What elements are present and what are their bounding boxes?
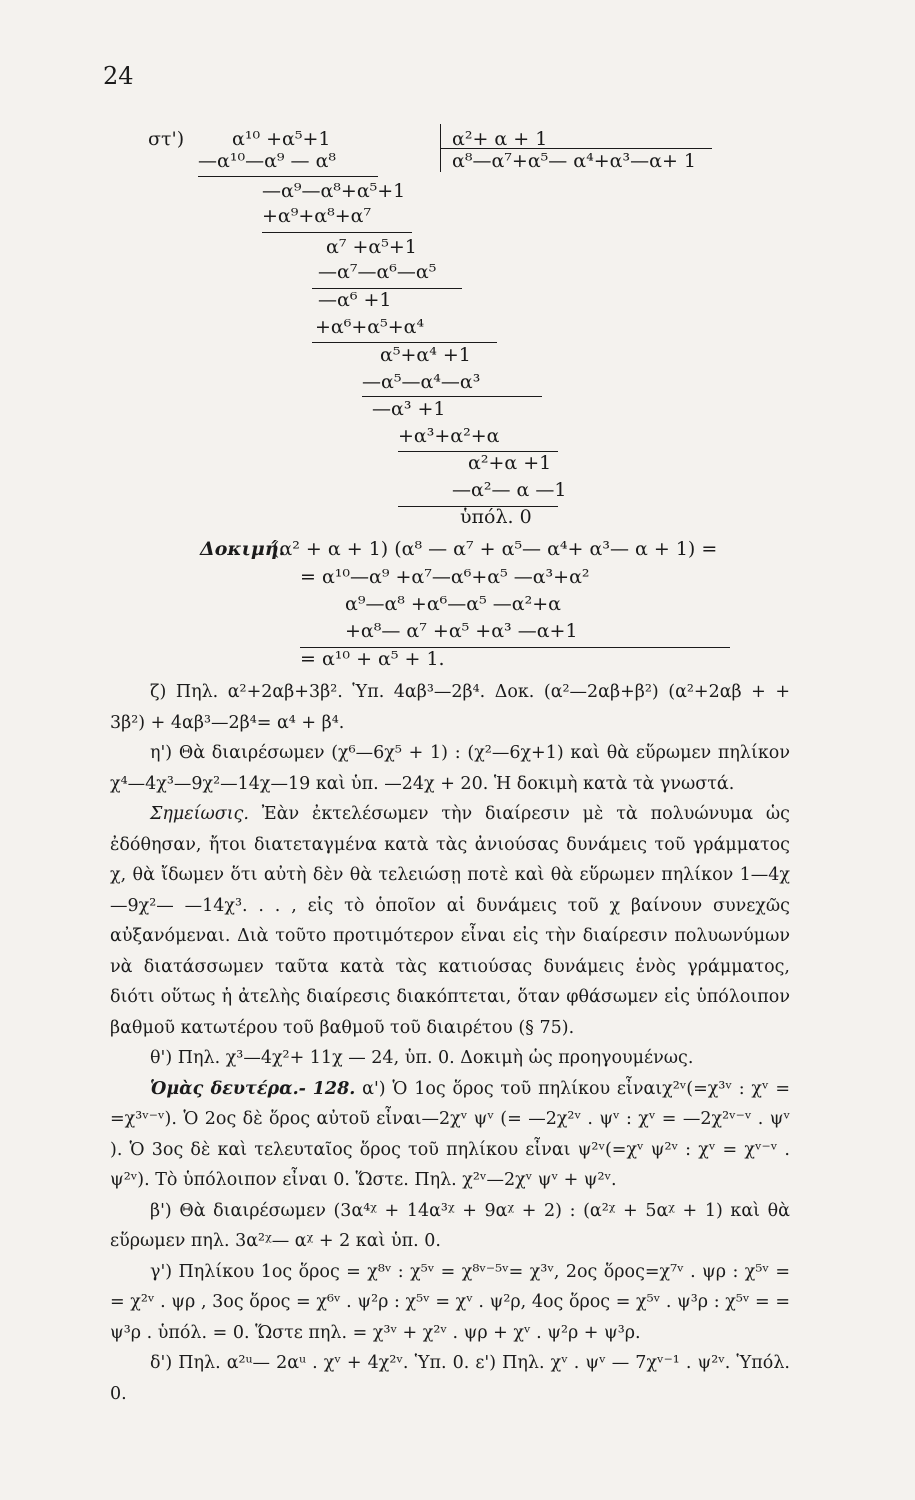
division-step: +α³+α²+α (398, 425, 500, 447)
division-step: —α¹⁰—α⁹ — α⁸ (198, 150, 337, 172)
note-text: Ἐὰν ἐκτελέσωμεν τὴν διαίρεσιν μὲ τὰ πολυώνυμα ὡς ἐδόθησαν, ἤτοι διατεταγμένα κατὰ τὰς ἀνιούσας δυνάμεις τοῦ γράμματος χ, θὰ ἴδωμεν ὅτι αὐτὴ δὲν θὰ τελειώσῃ ποτὲ καὶ θὰ εὕρωμεν πηλίκον 1—4χ—9χ²— —14χ³. . . , εἰς τὸ ὁποῖον αἱ δυνάμεις τοῦ χ βαίνουν συνεχῶς αὐξανόμεναι. Διὰ τοῦτο προτιμότερον εἶναι εἰς τὴν διαίρεσιν πολυωνύμων νὰ διατάσσωμεν ταῦτα κατὰ τὰς κατιούσας δυνάμεις ἑνὸς γράμματος, διότι οὕτως ἡ ἀτελὴς διαίρεσις διακόπτεται, ὅταν φθάσωμεν εἰς ὑπόλοιπον βαθμοῦ κατωτέρου τοῦ βαθμοῦ τοῦ διαιρέτου (§ 75). (110, 804, 790, 1038)
division-remainder: ὑπόλ. 0 (460, 506, 532, 528)
check-line: (α² + α + 1) (α⁸ — α⁷ + α⁵— α⁴+ α³— α + 1) = (272, 538, 718, 560)
check-result: = α¹⁰ + α⁵ + 1. (300, 648, 445, 670)
item-a: α') Ὁ 1ος ὅρος τοῦ πηλίκου εἶναιχ²ᵛ(=χ³ᵛ : χᵛ = =χ³ᵛ⁻ᵛ). Ὁ 2ος δὲ ὅρος αὐτοῦ εἶναι—2χᵛ ψᵛ (= —2χ²ᵛ . ψᵛ : χᵛ = —2χ²ᵛ⁻ᵛ . ψᵛ ). Ὁ 3ος δὲ καὶ τελευταῖος ὅρος τοῦ πηλίκου εἶναι ψ²ᵛ(=χᵛ ψ²ᵛ : χᵛ = χᵛ⁻ᵛ . ψ²ᵛ). Τὸ ὑπόλοιπον εἶναι 0. Ὥστε. Πηλ. χ²ᵛ—2χᵛ ψᵛ + ψ²ᵛ. (110, 1078, 790, 1190)
divisor-rule (440, 148, 712, 149)
paragraph-eta: η') Θὰ διαιρέσωμεν (χ⁶—6χ⁵ + 1) : (χ²—6χ+1) καὶ θὰ εὕρωμεν πηλίκον χ⁴—4χ³—9χ²—14χ—19 καὶ ὑπ. —24χ + 20. Ἡ δοκιμὴ κατὰ τὰ γνωστά. (110, 743, 790, 794)
group-label: Ὁμὰς δευτέρα.- (150, 1078, 306, 1099)
check-label: Δοκιμή. (200, 538, 286, 560)
check-line: +α⁸— α⁷ +α⁵ +α³ —α+1 (345, 620, 578, 642)
division-rule (262, 232, 412, 233)
division-step: —α⁷—α⁶—α⁵ (318, 261, 437, 283)
division-step: —α³ +1 (372, 398, 446, 420)
paragraph-theta: θ') Πηλ. χ³—4χ²+ 11χ — 24, ὑπ. 0. Δοκιμὴ ὡς προηγουμένως. (150, 1048, 694, 1068)
division-rule (362, 396, 542, 397)
group-number: 128. (312, 1078, 356, 1099)
division-divisor: α²+ α + 1 (452, 128, 548, 150)
page-number: 24 (103, 62, 134, 90)
division-quotient: α⁸—α⁷+α⁵— α⁴+α³—α+ 1 (452, 150, 696, 172)
division-dividend: α¹⁰ +α⁵+1 (232, 128, 331, 150)
division-step: α²+α +1 (468, 452, 552, 474)
paragraph-group (110, 1074, 790, 1196)
division-step: +α⁶+α⁵+α⁴ (315, 316, 425, 338)
paragraph-d: δ') Πηλ. α²ᵘ— 2αᵘ . χᵛ + 4χ²ᵛ. Ὑπ. 0. ε') Πηλ. χᵛ . ψᵛ — 7χᵛ⁻¹ . ψ²ᵛ. Ὑπόλ. 0. (110, 1353, 790, 1404)
paragraph-note (110, 799, 790, 1043)
division-step: α⁵+α⁴ +1 (380, 344, 471, 366)
division-label: στ') (148, 128, 185, 150)
text-body (110, 677, 790, 1409)
division-rule (312, 342, 497, 343)
check-line: = α¹⁰—α⁹ +α⁷—α⁶+α⁵ —α³+α² (300, 566, 590, 588)
check-line: α⁹—α⁸ +α⁶—α⁵ —α²+α (345, 593, 561, 615)
division-step: α⁷ +α⁵+1 (326, 236, 417, 258)
paragraph-b: β') Θὰ διαιρέσωμεν (3α⁴ᵡ + 14α³ᵡ + 9αᵡ + 2) : (α²ᵡ + 5αᵡ + 1) καὶ θὰ εὕρωμεν πηλ. 3α²ᵡ— αᵡ + 2 καὶ ὑπ. 0. (110, 1200, 790, 1251)
division-step: —α²— α —1 (452, 479, 567, 501)
paragraph-c: γ') Πηλίκου 1ος ὅρος = χ⁸ᵛ : χ⁵ᵛ = χ⁸ᵛ⁻⁵ᵛ= χ³ᵛ, 2ος ὅρος=χ⁷ᵛ . ψρ : χ⁵ᵛ = = χ²ᵛ . ψρ , 3ος ὅρος = χ⁶ᵛ . ψ²ρ : χ⁵ᵛ = χᵛ . ψ²ρ, 4ος ὅρος = χ⁵ᵛ . ψ³ρ : χ⁵ᵛ = = ψ³ρ . ὑπόλ. = 0. Ὥστε πηλ. = χ³ᵛ + χ²ᵛ . ψρ + χᵛ . ψ²ρ + ψ³ρ. (110, 1261, 790, 1343)
division-rule (198, 176, 378, 177)
paragraph-zeta: ζ) Πηλ. α²+2αβ+3β². Ὑπ. 4αβ³—2β⁴. Δοκ. (α²—2αβ+β²) (α²+2αβ + + 3β²) + 4αβ³—2β⁴= α⁴ + β⁴. (110, 682, 790, 733)
division-step: —α⁹—α⁸+α⁵+1 (262, 180, 406, 202)
division-step: +α⁹+α⁸+α⁷ (262, 205, 372, 227)
division-step: —α⁶ +1 (318, 289, 392, 311)
note-label: Σημείωσις. (150, 804, 249, 824)
division-step: —α⁵—α⁴—α³ (362, 371, 481, 393)
